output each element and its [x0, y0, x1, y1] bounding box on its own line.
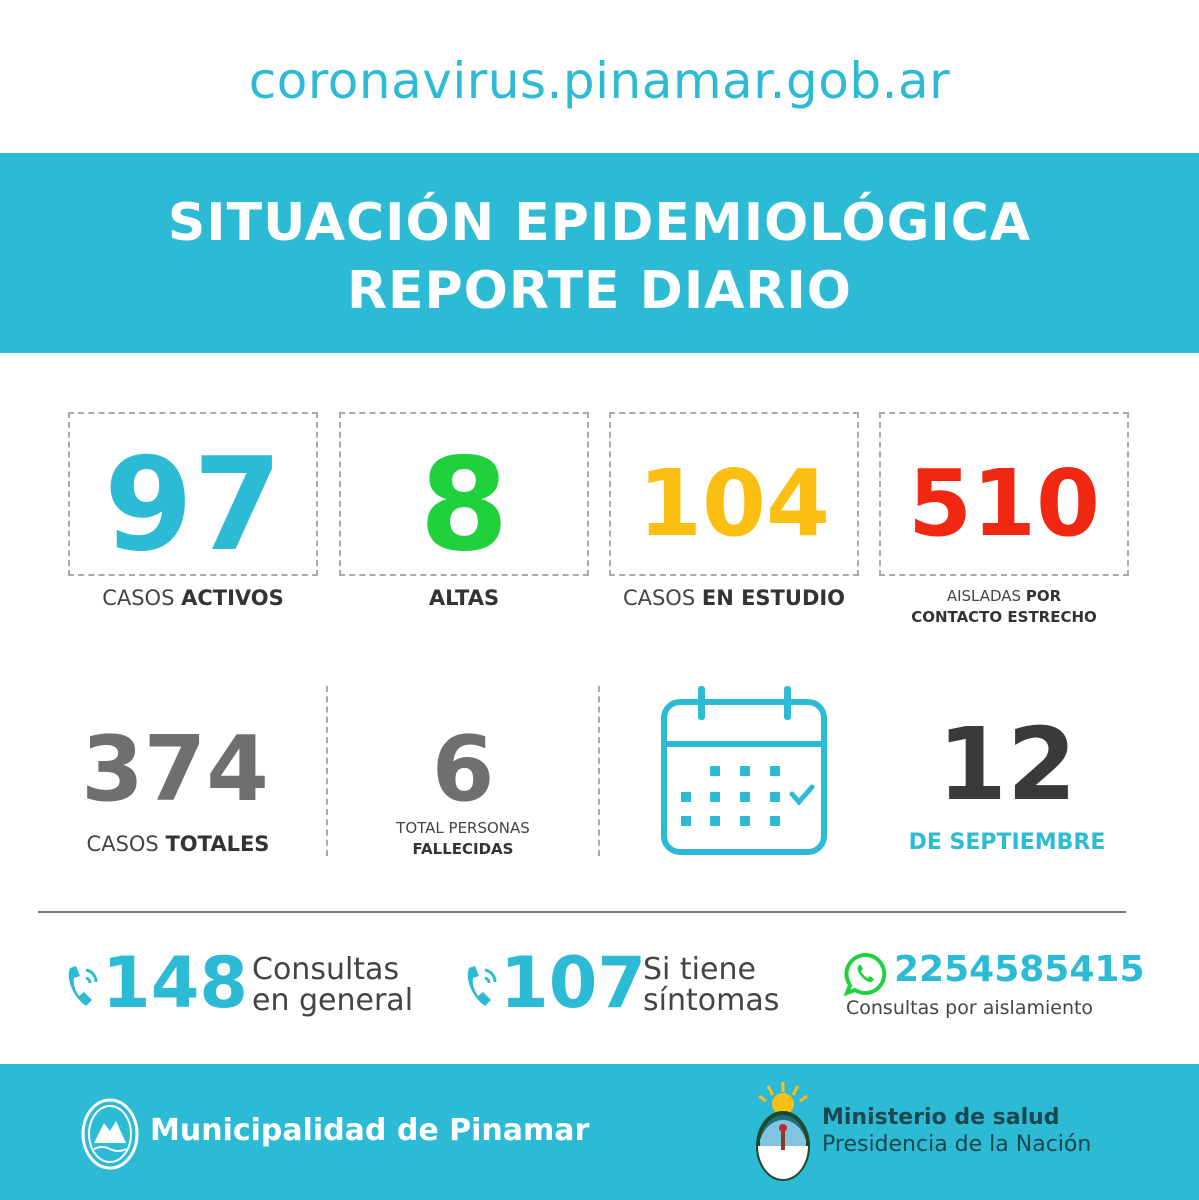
municipality-name: Municipalidad de Pinamar [150, 1113, 590, 1148]
banner-subtitle: REPORTE DIARIO [346, 261, 853, 321]
whatsapp-desc: Consultas por aislamiento [846, 997, 1094, 1019]
total-cases-value: 374 [81, 717, 269, 822]
title-banner [0, 153, 1199, 353]
whatsapp-icon [844, 952, 888, 996]
phone-icon [463, 962, 499, 1010]
total-cases-label: CASOS TOTALES [86, 832, 270, 856]
stat-box-discharged [339, 412, 589, 580]
footer [0, 1064, 1199, 1200]
calendar-icon [660, 684, 830, 856]
municipality-logo-icon [80, 1097, 140, 1171]
ministry-subtitle: Presidencia de la Nación [822, 1132, 1092, 1157]
stat-box-active [68, 412, 318, 580]
discharged-label: ALTAS [428, 586, 500, 610]
study-cases-value: 104 [637, 450, 831, 557]
deaths-value: 6 [431, 717, 495, 822]
site-url[interactable]: coronavirus.pinamar.gob.ar [248, 52, 951, 110]
active-cases-value: 97 [103, 431, 283, 580]
stat-box-study [609, 412, 859, 576]
phone-number-general[interactable]: 148 [102, 942, 249, 1024]
ministry-name: Ministerio de salud [822, 1105, 1060, 1130]
phone-icon [64, 962, 100, 1010]
study-cases-label: CASOS EN ESTUDIO [622, 586, 846, 610]
stat-box-isolated [879, 412, 1129, 576]
divider [598, 686, 600, 856]
isolated-label: AISLADAS POR CONTACTO ESTRECHO [911, 587, 1097, 626]
phone-symptoms-desc: Si tiene síntomas [643, 952, 780, 1018]
argentina-coat-of-arms-icon [752, 1080, 814, 1188]
discharged-value: 8 [419, 431, 509, 580]
phone-number-symptoms[interactable]: 107 [500, 942, 647, 1024]
phone-general-desc: Consultas en general [252, 952, 414, 1018]
date-day: 12 [937, 706, 1077, 823]
deaths-label: TOTAL PERSONAS FALLECIDAS [396, 819, 530, 858]
isolated-value: 510 [907, 450, 1101, 557]
date-month: DE SEPTIEMBRE [908, 830, 1106, 855]
divider [326, 686, 328, 856]
active-cases-label: CASOS ACTIVOS [102, 586, 284, 610]
separator [38, 911, 1126, 913]
banner-title: SITUACIÓN EPIDEMIOLÓGICA [167, 193, 1032, 253]
whatsapp-number[interactable]: 2254585415 [894, 949, 1145, 990]
